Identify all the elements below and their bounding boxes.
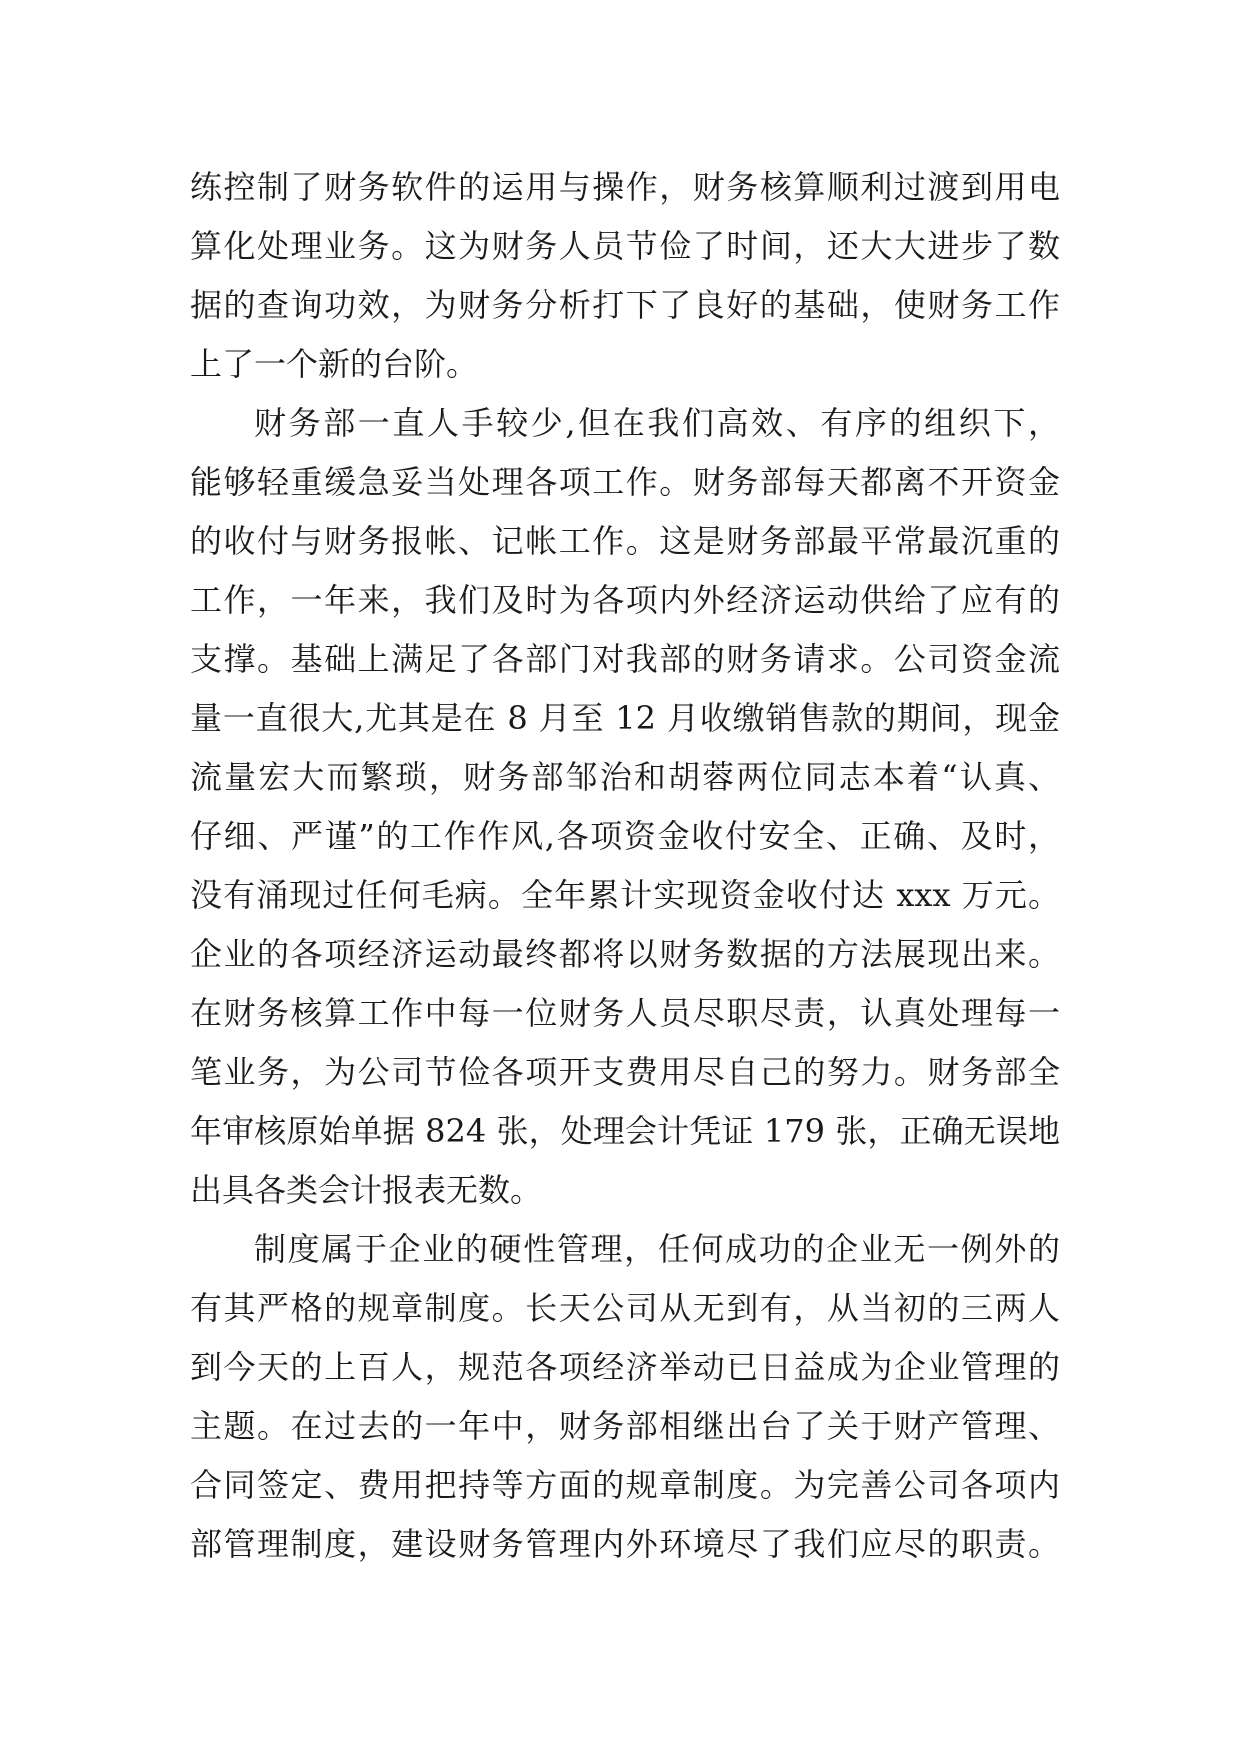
text-line: 工作，一年来，我们及时为各项内外经济运动供给了应有的 [190, 581, 1060, 619]
paragraph-2 [190, 394, 1060, 1220]
text-line: 的收付与财务报帐、记帐工作。这是财务部最平常最沉重的 [190, 522, 1060, 560]
text-line: 主题。在过去的一年中，财务部相继出台了关于财产管理、 [190, 1407, 1060, 1445]
text-line: 上了一个新的台阶。 [190, 345, 479, 383]
paragraph-1 [190, 158, 1060, 394]
text-line: 算化处理业务。这为财务人员节俭了时间，还大大进步了数 [190, 227, 1060, 265]
text-line: 仔细、严谨”的工作作风,各项资金收付安全、正确、及时， [190, 817, 1060, 855]
text-line: 财务部一直人手较少,但在我们高效、有序的组织下， [254, 404, 1060, 442]
text-line: 合同签定、费用把持等方面的规章制度。为完善公司各项内 [190, 1466, 1060, 1504]
text-line: 年审核原始单据 824 张，处理会计凭证 179 张，正确无误地 [190, 1112, 1060, 1150]
document-body [190, 158, 1060, 1574]
text-line: 据的查询功效，为财务分析打下了良好的基础，使财务工作 [190, 286, 1060, 324]
text-line: 支撑。基础上满足了各部门对我部的财务请求。公司资金流 [190, 640, 1060, 678]
text-line: 没有涌现过任何毛病。全年累计实现资金收付达 xxx 万元。 [190, 876, 1060, 914]
text-line: 有其严格的规章制度。长天公司从无到有，从当初的三两人 [190, 1289, 1060, 1327]
text-line: 流量宏大而繁琐，财务部邹治和胡蓉两位同志本着“认真、 [190, 758, 1060, 796]
text-line: 能够轻重缓急妥当处理各项工作。财务部每天都离不开资金 [190, 463, 1060, 501]
text-line: 练控制了财务软件的运用与操作，财务核算顺利过渡到用电 [190, 168, 1060, 206]
text-line: 到今天的上百人，规范各项经济举动已日益成为企业管理的 [190, 1348, 1060, 1386]
text-line: 出具各类会计报表无数。 [190, 1171, 543, 1209]
text-line: 笔业务，为公司节俭各项开支费用尽自己的努力。财务部全 [190, 1053, 1060, 1091]
text-line: 制度属于企业的硬性管理，任何成功的企业无一例外的 [254, 1230, 1060, 1268]
text-line: 量一直很大,尤其是在 8 月至 12 月收缴销售款的期间，现金 [190, 699, 1060, 737]
paragraph-3 [190, 1220, 1060, 1574]
text-line: 企业的各项经济运动最终都将以财务数据的方法展现出来。 [190, 935, 1060, 973]
text-line: 部管理制度，建设财务管理内外环境尽了我们应尽的职责。 [190, 1525, 1060, 1563]
text-line: 在财务核算工作中每一位财务人员尽职尽责，认真处理每一 [190, 994, 1060, 1032]
